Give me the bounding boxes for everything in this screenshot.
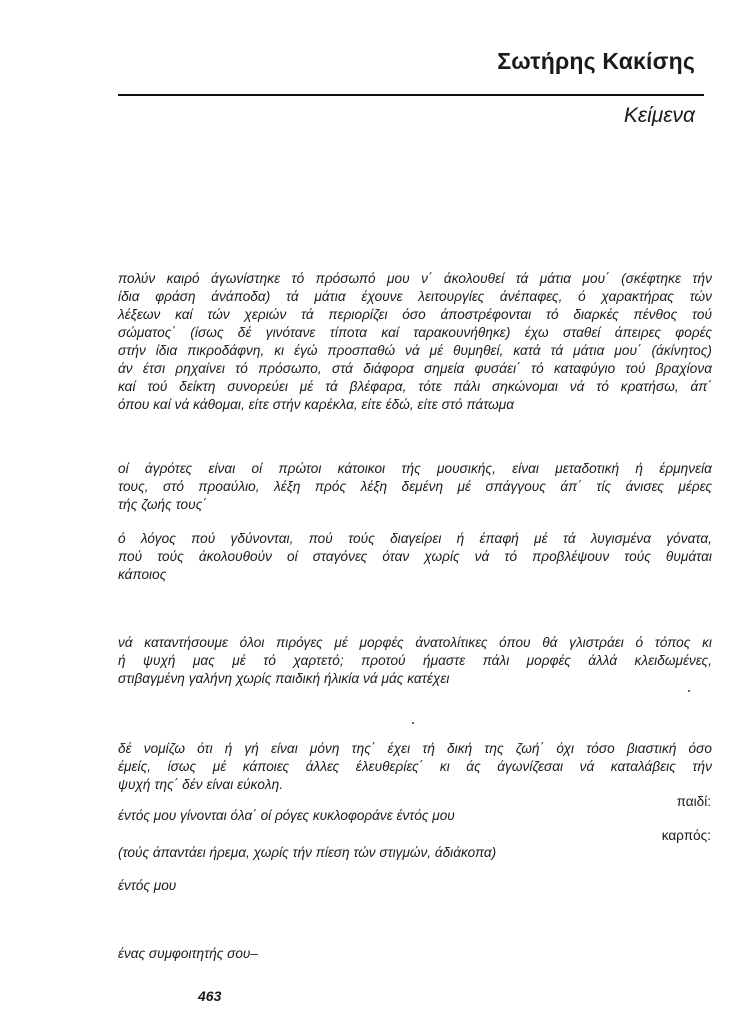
print-speck <box>688 690 690 692</box>
page-number: 463 <box>198 988 222 1004</box>
text-line: άν έτσι ρηχαίνει τό πρόσωπο, στά διάφορα σημεία φυσάει΄ τό καταφύγιο τού βραχίονα <box>118 361 712 376</box>
print-speck <box>412 722 414 724</box>
text-line: καί τού δείκτη συνορεύει μέ τά βλέφαρα, τότε πάλι σηκώνομαι νά τό κρατήσω, άπ΄ <box>118 379 712 394</box>
paragraph-1 <box>118 270 712 414</box>
text-line: πολύν καιρό άγωνίστηκε τό πρόσωπό μου ν΄ άκολουθεί τά μάτια μου΄ (σκέφτηκε τήν <box>118 271 712 286</box>
text-line: πού τούς άκολουθούν οί σταγόνες όταν χωρίς νά τό προβλέψουν τούς θυμάται <box>118 549 712 564</box>
text-line: έντός μου <box>118 878 177 893</box>
text-line: έντός μου γίνονται όλα΄ οί ρόγες κυκλοφοράνε έντός μου <box>118 808 455 823</box>
text-line: ή ψυχή μας μέ τό χαρτετό; προτού ήμαστε πάλι μορφές άλλά κλειδωμένες, <box>118 653 712 668</box>
text-line: κάποιος <box>118 567 167 582</box>
text-line: τους, στό προαύλιο, λέξη πρός λέξη δεμένη μέ σπάγγους άπ΄ τίς άνισες μέρες <box>118 479 712 494</box>
speaker-label-paidi: παιδί: <box>676 794 711 809</box>
text-line: ψυχή της΄ δέν είναι εύκολη. <box>118 777 284 792</box>
paragraph-3 <box>118 530 712 584</box>
text-line: ίδια φράση άνάποδα) τά μάτια έχουνε λειτουργίες άνέπαφες, ό χαρακτήρας τών <box>118 289 712 304</box>
paragraph-2 <box>118 460 712 514</box>
header-rule <box>118 94 704 96</box>
text-line: (τούς άπαντάει ήρεμα, χωρίς τήν πίεση τών στιγμών, άδιάκοπα) <box>118 845 497 860</box>
text-line: δέ νομίζω ότι ή γή είναι μόνη της΄ έχει τή δική της ζωή΄ όχι τόσο βιαστική όσο <box>118 741 712 756</box>
paragraph-5 <box>118 740 712 794</box>
text-line: έμείς, ίσως μέ κάποιες άλλες έλευθερίες΄ κι άς άγωνίζεσαι νά καταλάβεις τήν <box>118 759 712 774</box>
text-line: νά καταντήσουμε όλοι πιρόγες μέ μορφές άνατολίτικες όπου θά γλιστράει ό τόπος κι <box>118 635 712 650</box>
text-line: όπου καί νά κάθομαι, είτε στήν καρέκλα, είτε έδώ, είτε στό πάτωμα <box>118 397 515 412</box>
text-line: οί άγρότες είναι οί πρώτοι κάτοικοι τής μουσικής, είναι μεταδοτική ή έρμηνεία <box>118 461 712 476</box>
text-line: σώματος΄ (ίσως δέ γινότανε τίποτα καί ταρακουνήθηκε) έχω σταθεί άπειρες φορές <box>118 325 712 340</box>
text-line: ένας συμφοιτητής σου– <box>118 946 258 961</box>
speaker-label-karpos: καρπός: <box>661 828 711 843</box>
text-line: τής ζωής τους΄ <box>118 497 207 512</box>
section-title: Κείμενα <box>623 104 695 127</box>
text-line: λέξεων καί τών χεριών τά περιορίζει όσο άποστρέφονται τό διαρκές πένθος τού <box>118 307 712 322</box>
author-name: Σωτήρης Κακίσης <box>497 48 695 74</box>
paragraph-4 <box>118 634 712 688</box>
text-line: στήν ίδια πικροδάφνη, κι έγώ προσπαθώ νά μέ θυμηθεί, κατά τά μάτια μου΄ (άκίνητος) <box>118 343 712 358</box>
text-line: στιβαγμένη γαλήνη χωρίς παιδική ήλικία νά μάς κατέχει <box>118 671 450 686</box>
text-line: ό λόγος πού γδύνονται, πού τούς διαγείρει ή έπαφή μέ τά λυγισμένα γόνατα, <box>118 531 712 546</box>
